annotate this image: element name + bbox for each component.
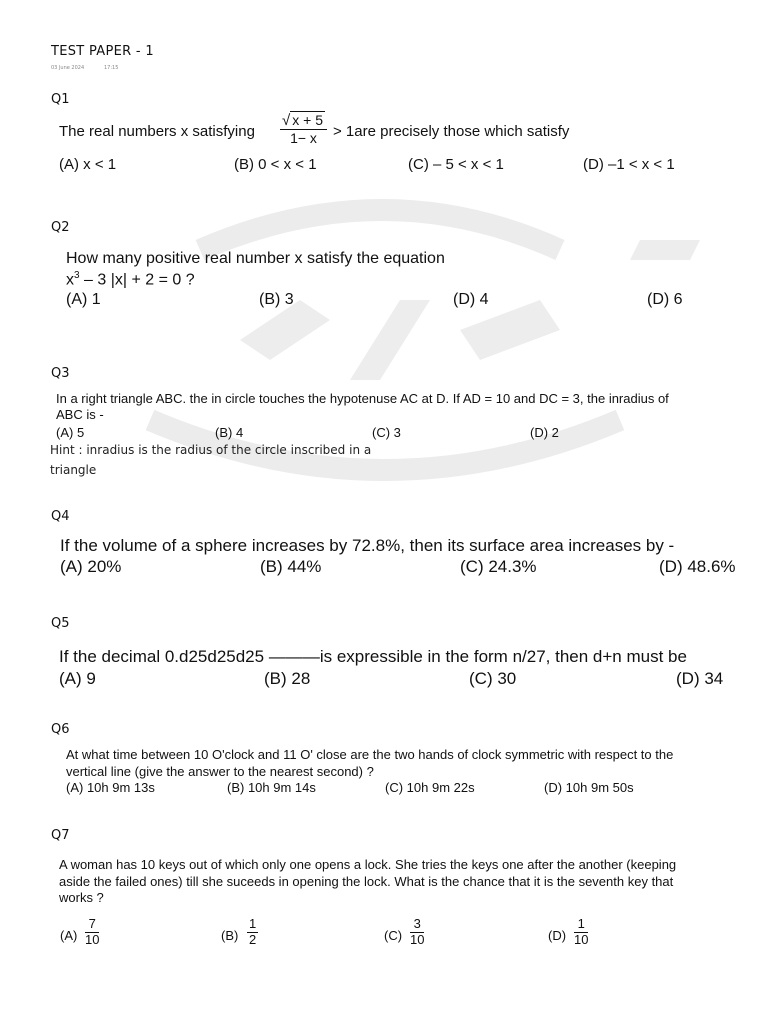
question-label: Q7 — [51, 828, 70, 843]
hint-text: Hint : inradius is the radius of the circle inscribed in a — [50, 443, 372, 457]
option-label: (D) — [548, 928, 567, 943]
hint-text: triangle — [50, 463, 97, 477]
option: (D) 4 — [453, 291, 489, 308]
option: (D) 34 — [676, 669, 724, 688]
option: (A) 5 — [56, 425, 85, 440]
question-text: How many positive real number x satisfy the equation — [66, 250, 445, 267]
fraction: 1 10 — [574, 916, 589, 947]
option-label: (A) — [60, 928, 78, 943]
page-title: TEST PAPER - 1 — [51, 44, 154, 59]
fraction: 1 2 — [249, 916, 257, 947]
date-stamp: 03 June 2024 — [51, 65, 85, 71]
option: (B) 28 — [264, 669, 311, 688]
option: (C) 30 — [469, 669, 517, 688]
question-text: If the decimal 0.d25d25d25 ———is expressible in the form n/27, then d+n must be — [59, 647, 687, 666]
time-stamp: 17:15 — [104, 65, 119, 71]
question-text: works ? — [59, 890, 104, 905]
option: (A) x < 1 — [59, 156, 117, 173]
option: (A) 20% — [60, 557, 122, 576]
option: (C) – 5 < x < 1 — [408, 156, 504, 173]
option: (C) 10h 9m 22s — [385, 780, 475, 795]
option: (D) –1 < x < 1 — [583, 156, 675, 173]
question-label: Q3 — [51, 366, 70, 381]
option: (B) 3 — [259, 291, 294, 308]
question-label: Q2 — [51, 220, 70, 235]
question-text: In a right triangle ABC. the in circle touches the hypotenuse AC at D. If AD = 10 and DC = 3, the inradius of — [56, 391, 669, 406]
question-text: At what time between 10 O'clock and 11 O' close are the two hands of clock symmetric with respect to the — [66, 747, 674, 762]
option: (B) 10h 9m 14s — [227, 780, 316, 795]
question-text: The real numbers x satisfying — [59, 123, 255, 140]
question-text: If the volume of a sphere increases by 72.8%, then its surface area increases by - — [60, 536, 675, 555]
option: (D) 2 — [530, 425, 559, 440]
option-label: (C) — [384, 928, 403, 943]
question-text: aside the failed ones) till she suceeds in opening the lock. What is the chance that it is the seventh key that — [59, 874, 674, 889]
option: (B) 0 < x < 1 — [234, 156, 317, 173]
option-label: (B) — [221, 928, 239, 943]
option: (D) 6 — [647, 291, 683, 308]
option: (D) 48.6% — [659, 557, 736, 576]
option: (A) 9 — [59, 669, 96, 688]
option: (A) 10h 9m 13s — [66, 780, 155, 795]
fraction: 3 10 — [410, 916, 425, 947]
radical-sign: √ — [282, 112, 291, 129]
fraction — [280, 111, 327, 146]
radicand: x + 5 — [292, 112, 323, 128]
option: (B) 4 — [215, 425, 244, 440]
question-text: ABC is - — [56, 407, 104, 422]
question-label: Q4 — [51, 509, 70, 524]
equation: $x^3 - 3$ |x| + 2 = 0 ? — [66, 270, 195, 289]
option: (D) 10h 9m 50s — [544, 780, 634, 795]
option: (A) 1 — [66, 291, 101, 308]
option: (C) 3 — [372, 425, 401, 440]
question-text: > 1are precisely those which satisfy — [333, 123, 570, 140]
question-text: vertical line (give the answer to the nearest second) ? — [66, 764, 374, 779]
fraction: 7 10 — [85, 916, 100, 947]
fraction-denominator: 1− x — [290, 130, 317, 147]
question-label: Q1 — [51, 92, 70, 107]
question-label: Q5 — [51, 616, 70, 631]
option: (B) 44% — [260, 557, 322, 576]
question-label: Q6 — [51, 722, 70, 737]
question-text: A woman has 10 keys out of which only one opens a lock. She tries the keys one after the another (keeping — [59, 857, 677, 872]
option: (C) 24.3% — [460, 557, 537, 576]
